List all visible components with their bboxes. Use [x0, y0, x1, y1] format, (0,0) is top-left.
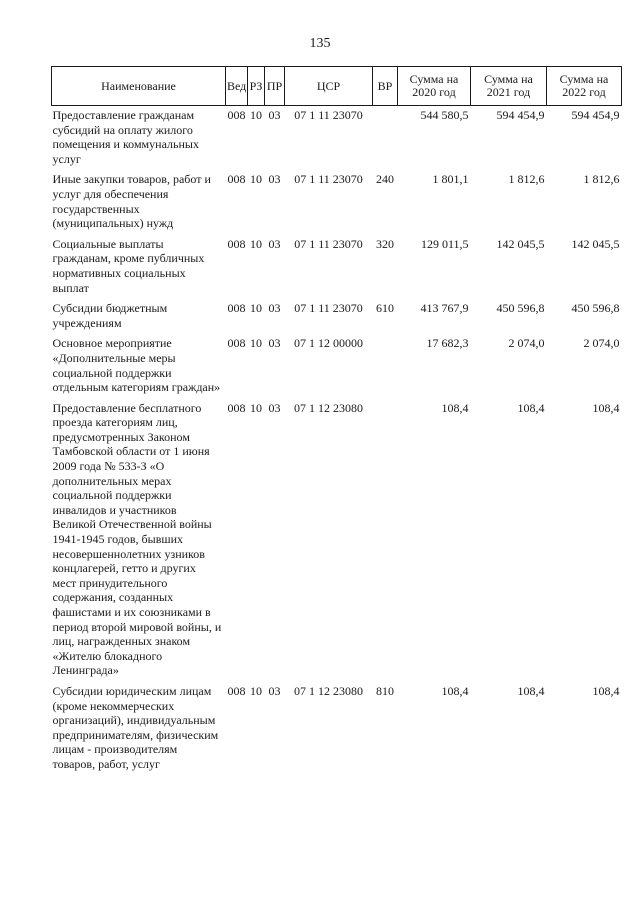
page-number: 135 — [309, 36, 331, 51]
cell-vr: 610 — [376, 301, 394, 316]
cell-rz: 10 — [250, 236, 262, 251]
table-header-row — [52, 67, 622, 106]
table-row — [52, 336, 622, 400]
header-vr: ВР — [373, 67, 398, 106]
cell-name: Субсидии юридическим лицам (кроме некоммерческих организаций), индивидуальным предпринимателям, физическим лицам - производителям товаров, работ, услуг — [52, 683, 219, 771]
cell-pr: 03 — [268, 172, 281, 187]
budget-table — [51, 66, 622, 778]
cell-sum-2021: 594 454,9 — [496, 108, 545, 122]
cell-ved: 008 — [227, 172, 246, 187]
cell-name: Субсидии бюджетным учреждениям — [52, 301, 168, 330]
header-sum-2020: Сумма на 2020 год — [398, 67, 471, 106]
cell-name: Основное мероприятие «Дополнительные меры социальной поддержки отдельным категориям граждан» — [52, 336, 221, 395]
cell-sum-2020: 544 580,5 — [420, 108, 469, 122]
cell-csr: 07 1 11 23070 — [294, 301, 363, 316]
cell-sum-2020: 17 682,3 — [426, 336, 469, 351]
cell-name: Иные закупки товаров, работ и услуг для обеспечения государственных (муниципальных) нужд — [52, 172, 211, 231]
cell-sum-2020: 108,4 — [441, 400, 469, 415]
cell-sum-2020: 413 767,9 — [420, 301, 469, 316]
cell-pr: 03 — [268, 301, 281, 316]
cell-rz: 10 — [250, 683, 262, 698]
cell-vr: 320 — [376, 236, 394, 251]
table-row — [52, 172, 622, 236]
cell-vr — [373, 336, 398, 400]
cell-sum-2022: 142 045,5 — [571, 236, 620, 251]
header-sum-2022: Сумма на 2022 год — [547, 67, 622, 106]
table-row — [52, 684, 622, 778]
table-row — [52, 301, 622, 336]
header-csr: ЦСР — [285, 67, 373, 106]
cell-sum-2022: 1 812,6 — [583, 172, 620, 187]
table-row — [52, 106, 622, 173]
cell-csr: 07 1 11 23070 — [294, 236, 363, 251]
cell-sum-2022: 108,4 — [592, 683, 620, 698]
cell-vr: 810 — [376, 683, 394, 698]
cell-sum-2021: 450 596,8 — [496, 301, 545, 316]
cell-vr — [373, 401, 398, 684]
cell-csr: 07 1 12 23080 — [294, 400, 363, 415]
cell-rz: 10 — [250, 108, 262, 122]
cell-pr: 03 — [268, 236, 281, 251]
header-name: Наименование — [52, 67, 226, 106]
cell-sum-2022: 2 074,0 — [583, 336, 620, 351]
cell-ved: 008 — [227, 683, 246, 698]
cell-pr: 03 — [268, 108, 281, 122]
cell-sum-2021: 1 812,6 — [508, 172, 545, 187]
cell-sum-2021: 108,4 — [517, 683, 545, 698]
cell-sum-2020: 129 011,5 — [420, 236, 469, 251]
cell-sum-2021: 142 045,5 — [496, 236, 545, 251]
cell-sum-2021: 2 074,0 — [508, 336, 545, 351]
cell-rz: 10 — [250, 301, 262, 316]
cell-ved: 008 — [227, 336, 246, 351]
table-row — [52, 237, 622, 301]
cell-csr: 07 1 12 23080 — [294, 683, 363, 698]
cell-rz: 10 — [250, 336, 262, 351]
cell-sum-2022: 594 454,9 — [571, 108, 620, 122]
header-pr: ПР — [265, 67, 285, 106]
cell-rz: 10 — [250, 400, 262, 415]
header-ved: Вед — [226, 67, 248, 106]
cell-csr: 07 1 11 23070 — [294, 172, 363, 187]
cell-rz: 10 — [250, 172, 262, 187]
cell-sum-2022: 108,4 — [592, 400, 620, 415]
cell-sum-2022: 450 596,8 — [571, 301, 620, 316]
cell-name: Предоставление бесплатного проезда категориям лиц, предусмотренных Законом Тамбовской области от 1 июня 2009 года № 533-З «О дополнительных мерах социальной поддержки инвалидов и участников Великой Отечественной войны 1941-1945 годов, бывших несовершеннолетних узников концлагерей, гетто и других мест принудительного содержания, созданных фашистами и их союзниками в период второй мировой войны, и лиц, награжденных знаком «Жителю блокадного Ленинграда» — [52, 400, 222, 678]
cell-csr: 07 1 11 23070 — [294, 108, 363, 122]
cell-pr: 03 — [268, 400, 281, 415]
cell-ved: 008 — [227, 236, 246, 251]
cell-vr — [373, 106, 398, 173]
cell-sum-2020: 1 801,1 — [432, 172, 469, 187]
cell-name: Социальные выплаты гражданам, кроме публичных нормативных социальных выплат — [52, 236, 205, 295]
header-rz: РЗ — [248, 67, 265, 106]
cell-pr: 03 — [268, 336, 281, 351]
cell-ved: 008 — [227, 108, 246, 122]
header-sum-2021: Сумма на 2021 год — [471, 67, 547, 106]
cell-vr: 240 — [376, 172, 394, 187]
cell-ved: 008 — [227, 301, 246, 316]
cell-sum-2020: 108,4 — [441, 683, 469, 698]
cell-csr: 07 1 12 00000 — [294, 336, 363, 351]
cell-pr: 03 — [268, 683, 281, 698]
cell-sum-2021: 108,4 — [517, 400, 545, 415]
table-row — [52, 401, 622, 684]
cell-name: Предоставление гражданам субсидий на оплату жилого помещения и коммунальных услуг — [52, 108, 199, 166]
cell-ved: 008 — [227, 400, 246, 415]
